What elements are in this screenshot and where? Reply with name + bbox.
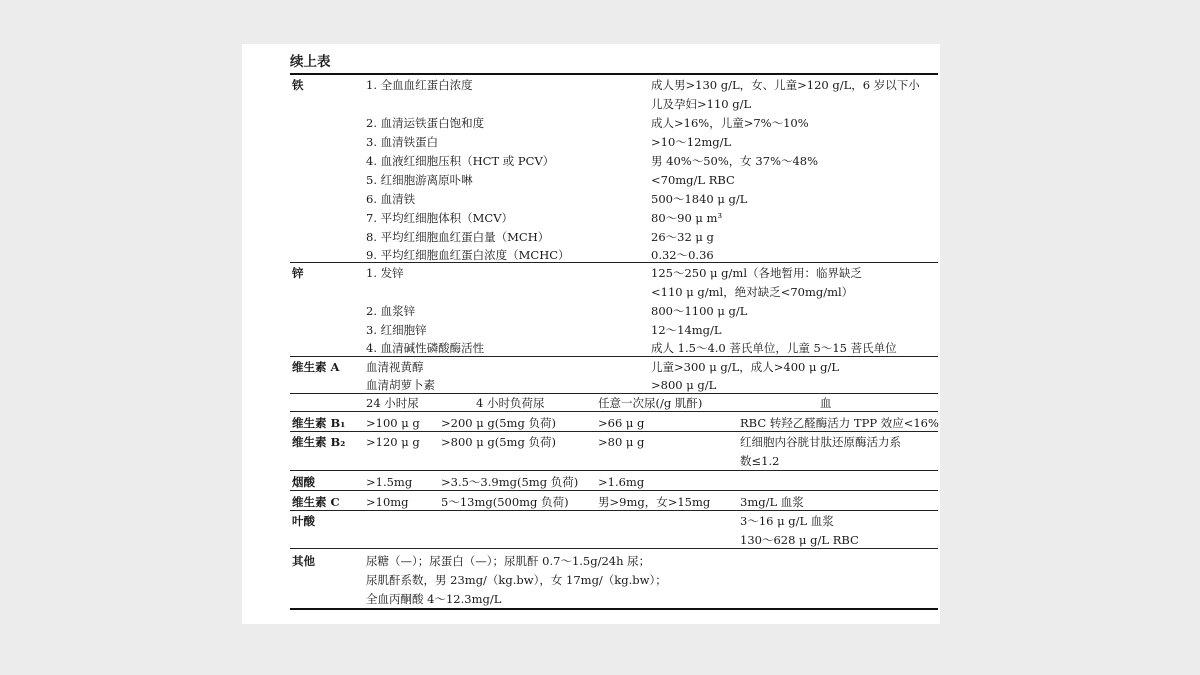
subheader-4h-load-urine: 4 小时负荷尿 [476, 396, 545, 410]
top-rule [290, 73, 938, 75]
item-value: >10～12mg/L [651, 135, 732, 149]
section-divider [290, 393, 938, 394]
item-value: 成人 1.5～4.0 菩氏单位，儿童 5～15 菩氏单位 [651, 341, 897, 355]
cell-blood-cont: 数≤1.2 [740, 454, 780, 468]
cell-random: 男>9mg，女>15mg [598, 495, 711, 509]
cell-24h: >1.5mg [366, 475, 413, 489]
item-value-cont: 儿及孕妇>110 g/L [651, 97, 752, 111]
item-label: 血清视黄醇 [366, 360, 424, 374]
other-line: 尿肌酐系数，男 23mg/（kg.bw），女 17mg/（kg.bw）； [366, 573, 667, 587]
section-divider [290, 262, 938, 263]
cell-24h: >100 μ g [366, 416, 420, 430]
subheader-24h-urine: 24 小时尿 [366, 396, 419, 410]
item-value: 男 40%～50%，女 37%～48% [651, 154, 819, 168]
category-vitamin-b2: 维生素 B₂ [292, 435, 346, 449]
section-divider [290, 470, 938, 471]
other-line: 全血丙酮酸 4～12.3mg/L [366, 592, 502, 606]
other-line: 尿糖（—）；尿蛋白（—）；尿肌酐 0.7～1.5g/24h 尿； [366, 554, 651, 568]
item-value: 0.32～0.36 [651, 248, 714, 262]
cell-4h: >3.5～3.9mg(5mg 负荷) [441, 475, 579, 489]
cell-blood: 红细胞内谷胱甘肽还原酶活力系 [740, 435, 901, 449]
item-value: 成人男>130 g/L，女、儿童>120 g/L，6 岁以下小 [651, 78, 920, 92]
item-value: >800 μ g/L [651, 378, 717, 392]
bottom-rule [290, 608, 938, 610]
item-value: <70mg/L RBC [651, 173, 735, 187]
item-value: 成人>16%，儿童>7%～10% [651, 116, 809, 130]
category-niacin: 烟酸 [292, 475, 315, 489]
category-vitamin-a: 维生素 A [292, 360, 340, 374]
item-label: 4. 血清碱性磷酸酶活性 [366, 341, 485, 355]
item-label: 2. 血浆锌 [366, 304, 416, 318]
item-label: 血清胡萝卜素 [366, 378, 435, 392]
item-value-cont: <110 μ g/ml，绝对缺乏<70mg/ml） [651, 285, 854, 299]
item-value: 26～32 μ g [651, 230, 714, 244]
cell-random: >80 μ g [598, 435, 645, 449]
section-divider [290, 548, 938, 549]
cell-random: >1.6mg [598, 475, 645, 489]
item-label: 2. 血清运铁蛋白饱和度 [366, 116, 485, 130]
item-label: 7. 平均红细胞体积（MCV） [366, 211, 514, 225]
cell-random: >66 μ g [598, 416, 645, 430]
item-value: 125～250 μ g/ml（各地暂用：临界缺乏 [651, 266, 863, 280]
category-zinc: 锌 [292, 266, 304, 280]
cell-4h: >200 μ g(5mg 负荷) [441, 416, 556, 430]
item-value: 80～90 μ m³ [651, 211, 723, 225]
document-page [242, 44, 940, 624]
item-label: 3. 血清铁蛋白 [366, 135, 439, 149]
cell-blood: 3mg/L 血浆 [740, 495, 804, 509]
category-vitamin-b1: 维生素 B₁ [292, 416, 346, 430]
item-value: 儿童>300 μ g/L，成人>400 μ g/L [651, 360, 839, 374]
cell-4h: >800 μ g(5mg 负荷) [441, 435, 556, 449]
cell-24h: >120 μ g [366, 435, 420, 449]
cell-blood: RBC 转羟乙醛酶活力 TPP 效应<16% [740, 416, 939, 430]
item-label: 4. 血液红细胞压积（HCT 或 PCV） [366, 154, 555, 168]
item-label: 1. 全血血红蛋白浓度 [366, 78, 473, 92]
category-vitamin-c: 维生素 C [292, 495, 340, 509]
item-label: 8. 平均红细胞血红蛋白量（MCH） [366, 230, 550, 244]
cell-24h: >10mg [366, 495, 409, 509]
item-value: 12～14mg/L [651, 323, 722, 337]
category-other: 其他 [292, 554, 315, 568]
category-folate: 叶酸 [292, 514, 315, 528]
section-divider [290, 490, 938, 491]
subheader-blood: 血 [820, 396, 832, 410]
cell-blood: 3～16 μ g/L 血浆 [740, 514, 834, 528]
item-label: 9. 平均红细胞血红蛋白浓度（MCHC） [366, 248, 570, 262]
subheader-random-urine: 任意一次尿(/g 肌酐) [598, 396, 703, 410]
section-divider [290, 411, 938, 412]
item-label: 3. 红细胞锌 [366, 323, 427, 337]
table-title: 续上表 [290, 54, 331, 70]
item-value: 500～1840 μ g/L [651, 192, 748, 206]
item-label: 6. 血清铁 [366, 192, 416, 206]
item-label: 5. 红细胞游离原卟啉 [366, 173, 473, 187]
section-divider [290, 356, 938, 357]
item-label: 1. 发锌 [366, 266, 404, 280]
category-iron: 铁 [292, 78, 304, 92]
item-value: 800～1100 μ g/L [651, 304, 748, 318]
section-divider [290, 510, 938, 511]
cell-4h: 5～13mg(500mg 负荷) [441, 495, 569, 509]
section-divider [290, 431, 938, 432]
cell-blood-cont: 130～628 μ g/L RBC [740, 533, 859, 547]
